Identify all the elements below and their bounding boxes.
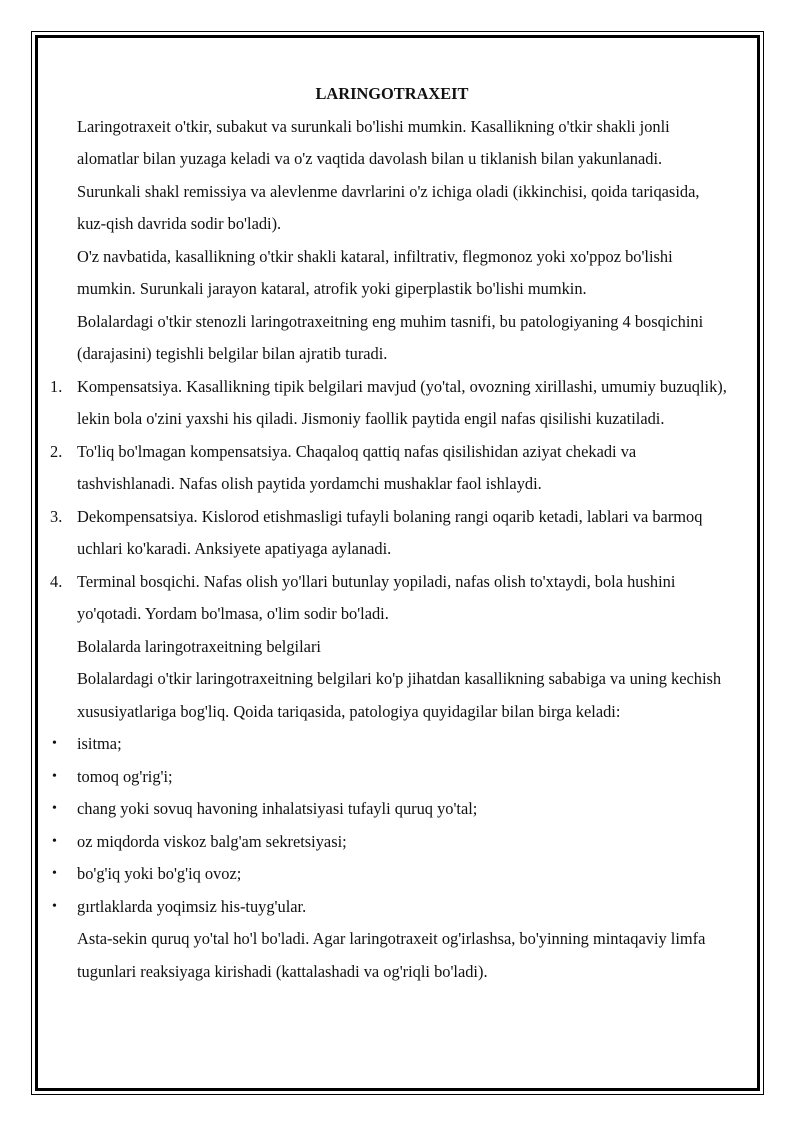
- paragraph: Bolalardagi o'tkir laringotraxeitning belgilari ko'p jihatdan kasallikning sababiga va uning kechish xususiyatlariga bog'liq. Qoida tariqasida, patologiya quyidagilar bilan birga keladi:: [77, 669, 722, 721]
- list-item: [50, 371, 727, 436]
- closing-section: [77, 923, 727, 988]
- list-item-text: Dekompensatsiya. Kislorod etishmasligi tufayli bolaning rangi oqarib ketadi, lablari va barmoq uchlari ko'karadi. Anksiyete apatiyaga aylanadi.: [77, 506, 703, 558]
- list-item-text: isitma;: [77, 734, 122, 753]
- stages-list: [50, 371, 727, 631]
- list-item: [50, 436, 727, 501]
- symptoms-list: [52, 728, 727, 923]
- list-item-text: chang yoki sovuq havoning inhalatsiyasi tufayli quruq yo'tal;: [77, 799, 478, 818]
- bullet-icon: •: [52, 898, 57, 914]
- paragraph: Asta-sekin quruq yo'tal ho'l bo'ladi. Agar laringotraxeit og'irlashsa, bo'yinning mintaqaviy limfa tugunlari reaksiyaga kirishadi (kattalashadi va og'riqli bo'ladi).: [77, 929, 706, 981]
- paragraph: O'z navbatida, kasallikning o'tkir shakli kataral, infiltrativ, flegmonoz yoki xo'ppoz bo'lishi mumkin. Surunkali jarayon kataral, atrofik yoki giperplastik bo'lishi mumkin.: [77, 246, 673, 298]
- list-number: 1.: [50, 376, 63, 396]
- list-item: [52, 858, 727, 891]
- list-item-text: bo'g'iq yoki bo'g'iq ovoz;: [77, 864, 242, 883]
- document-body: [50, 78, 727, 988]
- list-item: [52, 826, 727, 859]
- bullet-icon: •: [52, 833, 57, 849]
- list-item: [52, 761, 727, 794]
- document-title: LARINGOTRAXEIT: [315, 84, 469, 103]
- signs-section: [77, 631, 727, 729]
- list-item-text: gırtlaklarda yoqimsiz his-tuyg'ular.: [77, 896, 307, 916]
- list-item: [52, 891, 727, 924]
- bullet-icon: •: [52, 736, 57, 751]
- bullet-icon: •: [52, 866, 57, 881]
- list-number: 3.: [50, 506, 63, 526]
- list-item-text: Terminal bosqichi. Nafas olish yo'llari butunlay yopiladi, nafas olish to'xtaydi, bola hushini yo'qotadi. Yordam bo'lmasa, o'lim sodir bo'ladi.: [77, 571, 676, 623]
- bullet-icon: •: [52, 801, 57, 816]
- list-item-text: tomoq og'rig'i;: [77, 766, 173, 786]
- list-item-text: Kompensatsiya. Kasallikning tipik belgilari mavjud (yo'tal, ovozning xirillashi, umumiy buzuqlik), lekin bola o'zini yaxshi his qiladi. Jismoniy faollik paytida engil nafas qisilishi kuzatiladi.: [77, 376, 727, 428]
- paragraph: Bolalardagi o'tkir stenozli laringotraxeitning eng muhim tasnifi, bu patologiyaning 4 bosqichini (darajasini) tegishli belgilar bilan ajratib turadi.: [77, 311, 704, 363]
- list-item-text: oz miqdorda viskoz balg'am sekretsiyasi;: [77, 831, 347, 851]
- section-heading: Bolalarda laringotraxeitning belgilari: [77, 636, 321, 656]
- list-item: [52, 793, 727, 826]
- paragraph: Laringotraxeit o'tkir, subakut va surunkali bo'lishi mumkin. Kasallikning o'tkir shakli jonli alomatlar bilan yuzaga keladi va o'z vaqtida davolash bilan u tiklanish bilan yakunlanadi. Surunkali shakl remissiya va alevlenme davrlarini o'z ichiga oladi (ikkinchisi, qoida tariqasida, kuz-qish davrida sodir bo'ladi).: [77, 116, 700, 233]
- bullet-icon: •: [52, 768, 57, 784]
- intro-section: [77, 111, 727, 371]
- list-item: [50, 566, 727, 631]
- list-item-text: To'liq bo'lmagan kompensatsiya. Chaqaloq qattiq nafas qisilishidan aziyat chekadi va tashvishlanadi. Nafas olish paytida yordamchi mushaklar faol ishlaydi.: [77, 441, 637, 493]
- list-item: [50, 501, 727, 566]
- list-number: 4.: [50, 571, 63, 591]
- list-number: 2.: [50, 441, 63, 461]
- list-item: [52, 728, 727, 761]
